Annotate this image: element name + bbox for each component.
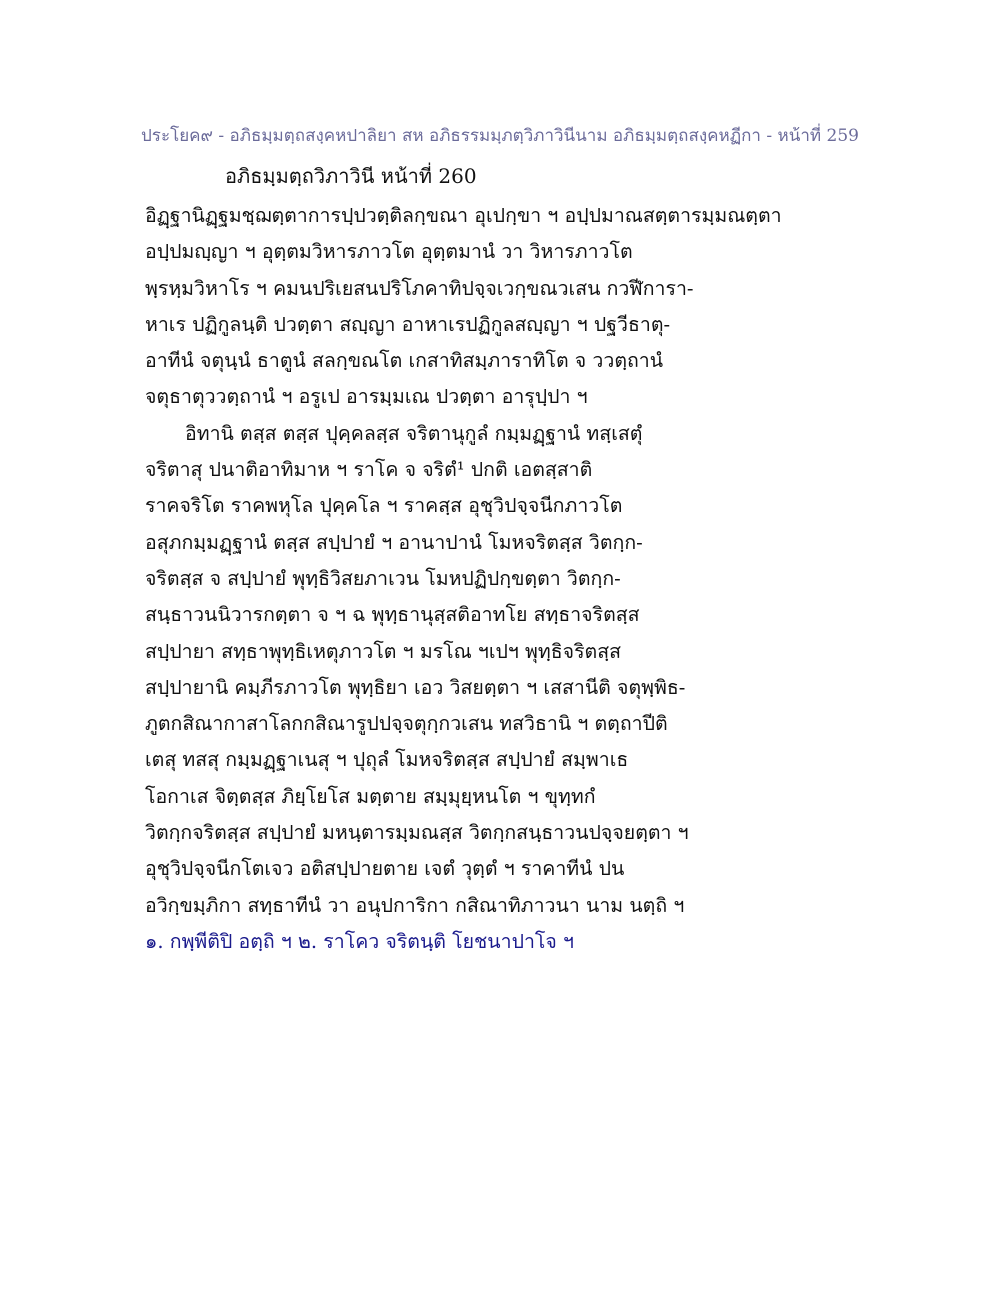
text-line: อุชุวิปจฺจนีกโตเจว อติสปฺปายตาย เจตํ วุตฺตํ ฯ ราคาทีนํ ปน	[145, 857, 625, 881]
text-line: วิตกฺกจริตสฺส สปฺปายํ มหนฺตารมฺมณสฺส วิตกฺกสนฺธาวนปจฺจยตฺตา ฯ	[145, 821, 689, 845]
text-line: สปฺปายานิ คมฺภีรภาวโต พุทฺธิยา เอว วิสยตฺตา ฯ เสสานีติ จตุพฺพิธ-	[145, 675, 686, 699]
text-line: ภูตกสิณากาสาโลกกสิณารูปปจฺจตุกฺกวเสน ทสวิธานิ ฯ ตตฺถาปีติ	[145, 712, 668, 736]
text-line: เตสุ ทสสุ กมฺมฏฺฐาเนสุ ฯ ปุถุลํ โมหจริตสฺส สปฺปายํ สมฺพาเธ	[145, 748, 629, 772]
text-line: อปฺปมญฺญา ฯ อุตฺตมวิหารภาวโต อุตฺตมานํ วา วิหารภาวโต	[145, 240, 633, 264]
text-line: โอกาเส จิตฺตสฺส ภิยฺโยโส มตฺตาย สมฺมุยฺหนโต ฯ ขุทฺทกํ	[145, 784, 596, 808]
text-line: สปฺปายา สทฺธาพุทฺธิเหตุภาวโต ฯ มรโณ ฯเปฯ พุทฺธิจริตสฺส	[145, 639, 622, 663]
text-line: หาเร ปฏิกูลนฺติ ปวตฺตา สญฺญา อาหาเรปฏิกูลสญฺญา ฯ ปฐวีธาตุ-	[145, 312, 671, 336]
text-line: อาทีนํ จตุนฺนํ ธาตูนํ สลกฺขณโต เกสาทิสมฺภาราทิโต จ ววตฺถานํ	[145, 349, 664, 373]
text-line: อสุภกมฺมฏฺฐานํ ตสฺส สปฺปายํ ฯ อานาปานํ โมหจริตสฺส วิตกฺก-	[145, 530, 643, 554]
text-line: จตุธาตุววตฺถานํ ฯ อรูเป อารมฺมเณ ปวตฺตา อารุปฺปา ฯ	[145, 385, 588, 409]
footnote: ๑. กพฺพีติปิ อตฺถิ ฯ ๒. ราโคว จริตนฺติ โยชนาปาโจ ฯ	[145, 929, 574, 953]
paragraph-start-line: อิทานิ ตสฺส ตสฺส ปุคฺคลสฺส จริตานุกูลํ กมฺมฏฺฐานํ ทสฺเสตุํ	[185, 421, 643, 445]
text-line: อิฏฺฐานิฏฺฐมชฺฌตฺตาการปฺปวตฺติลกฺขณา อุเปกฺขา ฯ อปฺปมาณสตฺตารมฺมณตฺตา	[145, 204, 782, 227]
body-text	[145, 198, 865, 960]
text-line: พฺรหฺมวิหาโร ฯ คมนปริเยสนปริโภคาทิปจฺจเวกฺขณวเสน กวฬีการา-	[145, 276, 694, 300]
page-header: ประโยค๙ - อภิธมฺมตฺถสงฺคหปาลิยา สห อภิธรรมมฺภตฺวิภาวินีนาม อภิธมฺมตฺถสงฺคหฏีกา - หน้าที่ 259	[141, 126, 859, 146]
text-line: จริตาสุ ปนาติอาทิมาห ฯ ราโค จ จริตํ¹ ปกติ เอตสฺสาติ	[145, 458, 593, 482]
text-line: จริตสฺส จ สปฺปายํ พุทฺธิวิสยภาเวน โมหปฏิปกฺขตฺตา วิตกฺก-	[145, 566, 621, 590]
text-line: สนฺธาวนนิวารกตฺตา จ ฯ ฉ พุทฺธานุสฺสติอาทโย สทฺธาจริตสฺส	[145, 603, 640, 627]
page-subtitle: อภิธมฺมตฺถวิภาวินี หน้าที่ 260	[225, 164, 477, 188]
text-line: อวิกฺขมฺภิกา สทฺธาทีนํ วา อนุปการิกา กสิณาทิภาวนา นาม นตฺถิ ฯ	[145, 893, 685, 917]
text-line: ราคจริโต ราคพหุโล ปุคฺคโล ฯ ราคสฺส อุชุวิปจฺจนีกภาวโต	[145, 494, 623, 518]
